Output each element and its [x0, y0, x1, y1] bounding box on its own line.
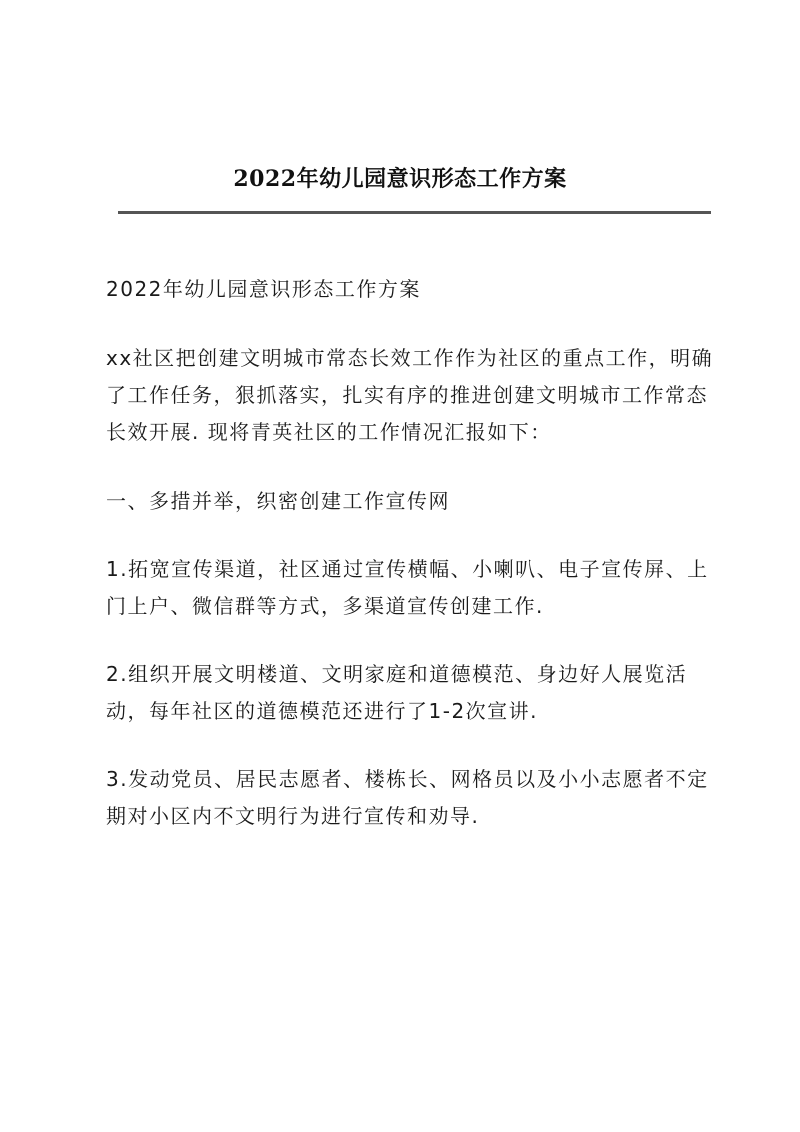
document-body — [106, 271, 718, 866]
section-heading: 一、多措并举，织密创建工作宣传网 — [106, 489, 450, 513]
title-underline — [118, 211, 711, 214]
intro-paragraph: xx社区把创建文明城市常态长效工作作为社区的重点工作，明确了工作任务，狠抓落实，扎实有序的推进创建文明城市工作常态长效开展. 现将青英社区的工作情况汇报如下： — [106, 346, 714, 444]
list-item-3: 3.发动党员、居民志愿者、楼栋长、网格员以及小小志愿者不定期对小区内不文明行为进行宣传和劝导. — [106, 767, 709, 828]
body-subtitle: 2022年幼儿园意识形态工作方案 — [106, 277, 421, 301]
list-item-2: 2.组织开展文明楼道、文明家庭和道德模范、身边好人展览活动，每年社区的道德模范还进行了1-2次宣讲. — [106, 662, 688, 723]
list-item-1: 1.拓宽宣传渠道，社区通过宣传横幅、小喇叭、电子宣传屏、上门上户、微信群等方式，多渠道宣传创建工作. — [106, 557, 709, 618]
document-title: 2022年幼儿园意识形态工作方案 — [233, 166, 567, 192]
